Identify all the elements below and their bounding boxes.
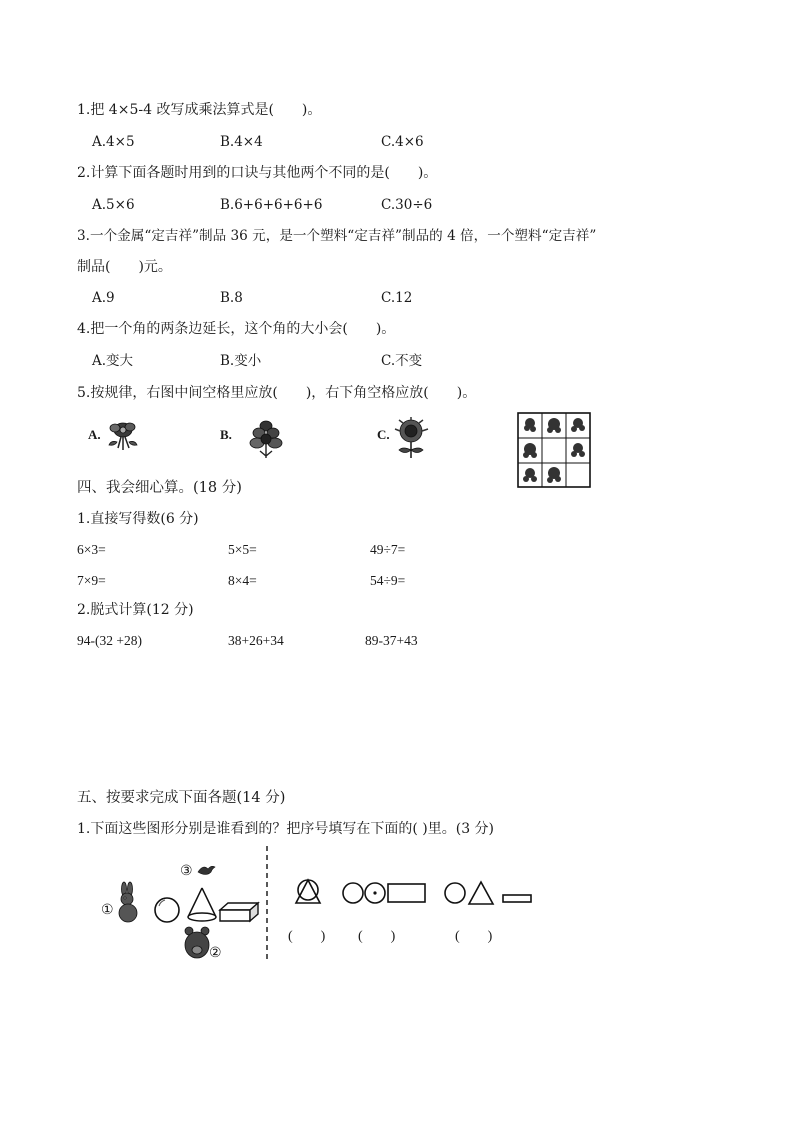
section4-title: 四、我会细心算。(18 分)	[77, 480, 242, 496]
q5-stem: 5.按规律，右图中间空格里应放( )，右下角空格应放( )。	[77, 385, 477, 401]
sunflower-option-c-icon	[393, 418, 431, 460]
marker-2: ②	[209, 946, 222, 961]
q3-option-a: A.9	[92, 290, 115, 306]
direct-calc-item: 6×3=	[77, 542, 106, 557]
sphere-icon	[153, 896, 181, 924]
step-calc-item: 38+26+34	[228, 633, 284, 648]
q2-option-c: C.30÷6	[381, 197, 433, 213]
q2-stem: 2.计算下面各题时用到的口诀与其他两个不同的是( )。	[77, 165, 438, 181]
q1-option-b: B.4×4	[220, 134, 263, 150]
flower-option-a-icon	[103, 418, 141, 452]
q2-option-a: A.5×6	[92, 197, 135, 213]
q4-stem: 4.把一个角的两条边延长，这个角的大小会( )。	[77, 321, 396, 337]
section5-title: 五、按要求完成下面各题(14 分)	[77, 790, 286, 806]
leafy-plant-option-b-icon	[248, 418, 284, 460]
section4-part2-title: 2.脱式计算(12 分)	[77, 602, 194, 618]
q3-stem-line1: 3.一个金属“定吉祥”制品 36 元，是一个塑料“定吉祥”制品的 4 倍，一个塑料“定吉祥”	[77, 228, 597, 244]
q3-stem-line2: 制品( )元。	[77, 259, 172, 275]
q1-option-a: A.4×5	[92, 134, 135, 150]
q4-option-b: B.变小	[220, 353, 262, 369]
cuboid-icon	[218, 900, 260, 924]
direct-calc-item: 54÷9=	[370, 573, 406, 588]
q5-option-c-label: C.	[377, 427, 390, 442]
direct-calc-item: 5×5=	[228, 542, 257, 557]
q3-option-b: B.8	[220, 290, 243, 306]
section4-part1-title: 1.直接写得数(6 分)	[77, 511, 199, 527]
q1-option-c: C.4×6	[381, 134, 424, 150]
flower-pattern-grid	[517, 412, 591, 488]
dashed-divider	[265, 846, 269, 962]
step-calc-item: 94-(32 +28)	[77, 633, 142, 648]
step-calc-item: 89-37+43	[365, 633, 418, 648]
answer-blank-3[interactable]: ( )	[455, 929, 493, 944]
direct-calc-item: 49÷7=	[370, 542, 406, 557]
answer-blank-1[interactable]: ( )	[288, 929, 326, 944]
view-circle-triangle-rect-icon	[444, 880, 534, 906]
bird-icon	[196, 862, 216, 878]
q5-option-a-label: A.	[88, 427, 101, 442]
section5-q1-stem: 1.下面这些图形分别是谁看到的？把序号填写在下面的( )里。(3 分)	[77, 821, 495, 837]
q2-option-b: B.6+6+6+6+6	[220, 197, 323, 213]
marker-1: ①	[101, 903, 114, 918]
answer-blank-2[interactable]: ( )	[358, 929, 396, 944]
rabbit-icon	[115, 883, 141, 923]
view-circle-triangle-icon	[293, 877, 323, 905]
q4-option-c: C.不变	[381, 353, 423, 369]
q1-stem: 1.把 4×5-4 改写成乘法算式是( )。	[77, 102, 322, 118]
q3-option-c: C.12	[381, 290, 413, 306]
q4-option-a: A.变大	[92, 353, 134, 369]
cone-icon	[185, 886, 219, 924]
direct-calc-item: 8×4=	[228, 573, 257, 588]
direct-calc-item: 7×9=	[77, 573, 106, 588]
q5-option-b-label: B.	[220, 427, 232, 442]
view-circles-rectangle-icon	[342, 880, 428, 906]
marker-3: ③	[180, 864, 193, 879]
